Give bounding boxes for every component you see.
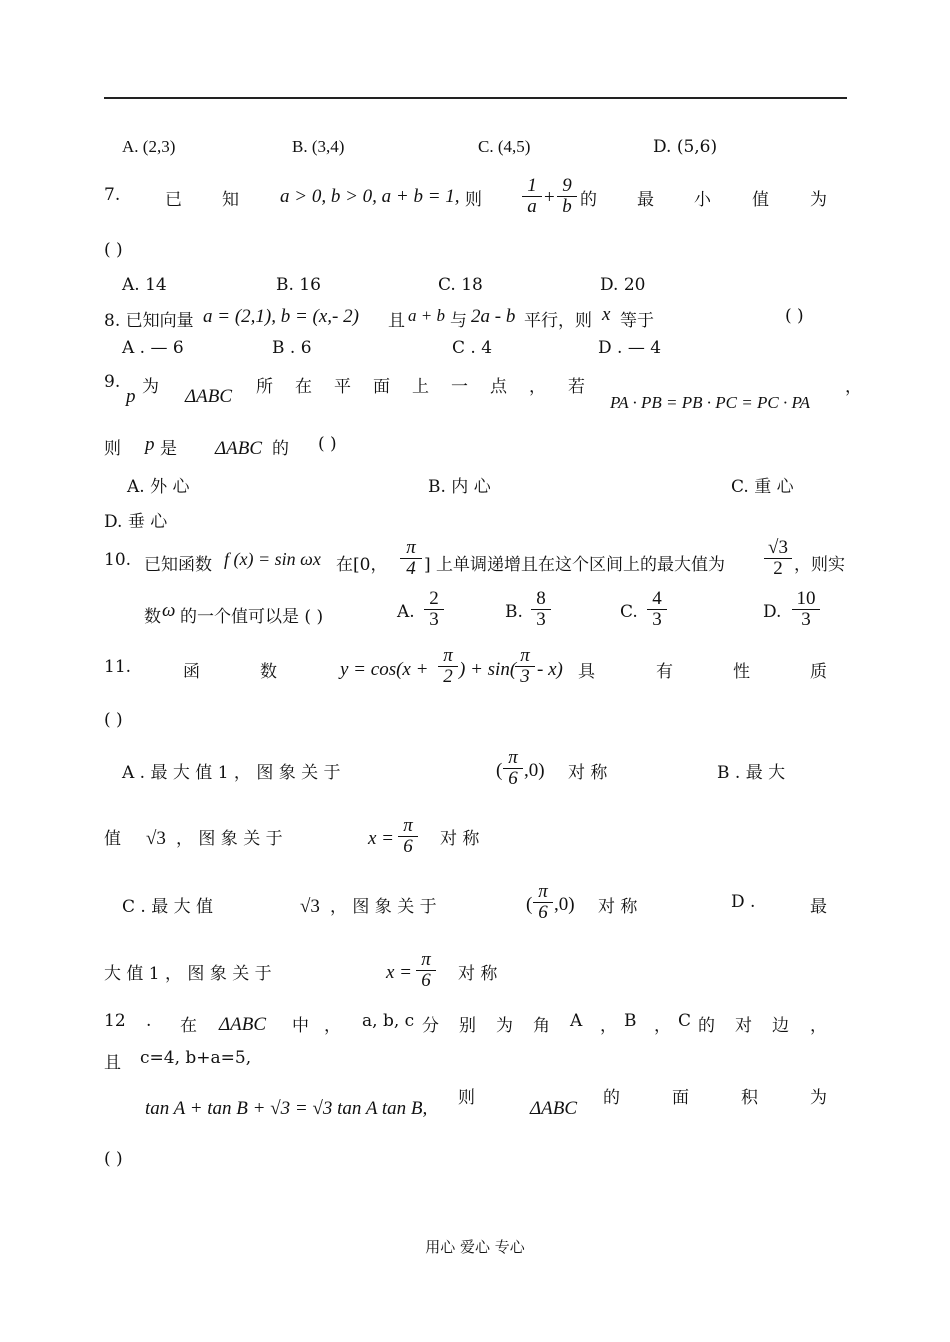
q12-condition: c=4, b+a=5, bbox=[140, 1048, 252, 1068]
q10-pi-over-4: $\frac{\pi}{4}$ bbox=[400, 538, 422, 579]
q9-de: 的 bbox=[272, 439, 289, 459]
q7-option-c: C. 18 bbox=[438, 275, 483, 295]
q7-option-b: B. 16 bbox=[276, 275, 321, 295]
q10-line2: 数 bbox=[144, 607, 161, 627]
q10-option-d-label: D. bbox=[763, 602, 782, 622]
q10-number: 10. bbox=[104, 550, 132, 570]
q8-with: 与 bbox=[450, 311, 467, 331]
q11-option-b-cont: 值 bbox=[104, 829, 121, 849]
q11-option-a-point: ,0) bbox=[524, 760, 545, 781]
q7-tail: 小 bbox=[694, 190, 711, 210]
q9-word: 一 bbox=[451, 377, 468, 397]
q10-function: f (x) = sin ωx bbox=[224, 549, 321, 569]
q12-word: B bbox=[624, 1011, 637, 1031]
q11-answer-paren: ( ) bbox=[104, 710, 123, 730]
q9-word: 点 bbox=[490, 377, 507, 397]
q8-option-a: A . — 6 bbox=[122, 338, 184, 358]
q12-triangle: ΔABC bbox=[219, 1014, 267, 1035]
q12-word: 角 bbox=[533, 1016, 550, 1036]
q7-tail: 最 bbox=[637, 190, 654, 210]
q10-interval-start: 在[0， bbox=[336, 555, 388, 575]
q9-word: 上 bbox=[412, 377, 429, 397]
q11-option-a-end: 对 称 bbox=[568, 763, 608, 783]
q7-option-d: D. 20 bbox=[600, 275, 646, 295]
q10-line2b: 的一个值可以是 ( ) bbox=[180, 607, 324, 627]
q11-option-c-end: 对 称 bbox=[598, 897, 638, 917]
q11-tail: 有 bbox=[656, 662, 673, 682]
q8-option-d: D . — 4 bbox=[598, 338, 662, 358]
q12-tail: 面 bbox=[672, 1088, 689, 1108]
q12-word: 的 bbox=[698, 1016, 715, 1036]
q10-post: ，则实 bbox=[794, 555, 845, 575]
q6-option-c: C. (4,5) bbox=[478, 137, 531, 156]
q11-option-c-pi6: $\frac{\pi}{6}$ bbox=[533, 882, 553, 923]
q8-option-b: B . 6 bbox=[272, 338, 312, 358]
q7-fraction-2: $\frac{9}{b}$ bbox=[557, 176, 577, 217]
q7-tail: 为 bbox=[810, 190, 827, 210]
q11-pi-over-2: $\frac{\pi}{2}$ bbox=[438, 646, 458, 687]
q7-plus: + bbox=[544, 187, 555, 208]
q12-answer-paren: ( ) bbox=[104, 1149, 123, 1169]
q12-dot: . bbox=[146, 1011, 152, 1031]
q8-end: 等于 bbox=[620, 311, 654, 331]
q11-expr-part3: - x) bbox=[537, 659, 563, 680]
q6-option-a: A. (2,3) bbox=[122, 137, 176, 156]
q10-option-b: $\frac{8}{3}$ bbox=[531, 589, 551, 630]
q9-word: 所 bbox=[256, 377, 273, 397]
q9-word: ， bbox=[529, 377, 546, 397]
q9-triangle: ΔABC bbox=[215, 438, 263, 459]
q8-variable: x bbox=[602, 304, 611, 325]
q11-option-b-pi6: $\frac{\pi}{6}$ bbox=[398, 816, 418, 857]
q7-fraction-1: $\frac{1}{a}$ bbox=[522, 176, 542, 217]
q10-mid: ] 上单调递增且在这个区间上的最大值为 bbox=[424, 555, 726, 575]
q9-is: 是 bbox=[160, 439, 177, 459]
q10-option-c: $\frac{4}{3}$ bbox=[647, 589, 667, 630]
q11-option-b-end: 对 称 bbox=[440, 829, 480, 849]
q11-option-b-sqrt3: √3 bbox=[146, 828, 166, 849]
q9-wei: 为 bbox=[142, 377, 159, 397]
q10-pre: 已知函数 bbox=[144, 555, 212, 575]
q12-word: ， bbox=[324, 1016, 341, 1036]
q9-point-p: p bbox=[126, 386, 136, 407]
q10-option-c-label: C. bbox=[620, 602, 638, 622]
q9-then: 则 bbox=[104, 439, 121, 459]
q7-condition: a > 0, b > 0, a + b = 1, bbox=[280, 186, 460, 207]
q12-word: C bbox=[678, 1011, 692, 1031]
q12-number: 12 bbox=[104, 1011, 126, 1031]
q12-tail: 的 bbox=[603, 1088, 620, 1108]
q9-word: 面 bbox=[373, 377, 390, 397]
q10-option-d: $\frac{10}{3}$ bbox=[792, 589, 820, 630]
q9-equation: PA · PB = PB · PC = PC · PA bbox=[610, 393, 811, 412]
q9-word: 平 bbox=[334, 377, 351, 397]
q11-option-b-x: x = bbox=[368, 828, 395, 849]
q9-option-d: D. 垂 心 bbox=[104, 512, 168, 532]
q12-word: 在 bbox=[180, 1016, 197, 1036]
q8-rest: 平行，则 bbox=[524, 311, 592, 331]
q7-number: 7. bbox=[104, 185, 121, 205]
q7-word: 知 bbox=[222, 190, 239, 210]
q11-option-d-cont: 大 值 1 ， 图 象 关 于 bbox=[104, 964, 272, 984]
q12-word: ， bbox=[654, 1016, 671, 1036]
q8-answer-paren: ( ) bbox=[785, 306, 804, 326]
q11-word: 函 bbox=[183, 662, 200, 682]
q9-comma: ， bbox=[845, 377, 862, 397]
q9-option-b: B. 内 心 bbox=[428, 477, 491, 497]
q12-word: A bbox=[570, 1011, 583, 1031]
q11-option-d-end: 对 称 bbox=[458, 964, 498, 984]
q9-point-p: p bbox=[145, 434, 155, 455]
q8-text: 8. 已知向量 bbox=[104, 311, 194, 331]
q12-word: 为 bbox=[496, 1016, 513, 1036]
q9-triangle: ΔABC bbox=[185, 386, 233, 407]
q11-word: 数 bbox=[260, 662, 277, 682]
q12-word: ， bbox=[810, 1016, 827, 1036]
q10-option-a-label: A. bbox=[397, 602, 415, 622]
q7-tail: 值 bbox=[752, 190, 769, 210]
q9-word: 在 bbox=[295, 377, 312, 397]
q8-and: 且 bbox=[388, 311, 405, 331]
q11-option-a: A . 最 大 值 1 ， 图 象 关 于 bbox=[122, 763, 341, 783]
q7-tail: 的 bbox=[580, 190, 597, 210]
q12-word: ， bbox=[600, 1016, 617, 1036]
q11-option-c: C . 最 大 值 bbox=[122, 897, 214, 917]
page-footer: 用心 爱心 专心 bbox=[425, 1238, 525, 1256]
q11-option-c-sqrt3: √3 bbox=[300, 896, 320, 917]
q12-tail: 为 bbox=[810, 1088, 827, 1108]
q10-max-value: $\frac{√3}{2}$ bbox=[764, 538, 792, 579]
q7-option-a: A. 14 bbox=[122, 275, 167, 295]
q7-word: 已 bbox=[165, 190, 182, 210]
q8-vector-diff: 2a - b bbox=[471, 306, 516, 327]
q12-word: 别 bbox=[459, 1016, 476, 1036]
q10-option-a: $\frac{2}{3}$ bbox=[424, 589, 444, 630]
q10-option-b-label: B. bbox=[505, 602, 523, 622]
q11-option-b: B . 最 大 bbox=[717, 763, 786, 783]
q11-option-a-pi6: $\frac{\pi}{6}$ bbox=[503, 748, 523, 789]
q12-equation: tan A + tan B + √3 = √3 tan A tan B, bbox=[145, 1098, 428, 1119]
q9-option-c: C. 重 心 bbox=[731, 477, 794, 497]
header-rule bbox=[104, 97, 847, 99]
q8-option-c: C . 4 bbox=[452, 338, 493, 358]
q9-number: 9. bbox=[104, 372, 121, 392]
q11-tail: 具 bbox=[578, 662, 595, 682]
q11-tail: 质 bbox=[810, 662, 827, 682]
q6-option-d: D. (5,6) bbox=[653, 137, 718, 157]
q12-word: 分 bbox=[422, 1016, 439, 1036]
q12-word: 对 bbox=[735, 1016, 752, 1036]
q12-and: 且 bbox=[104, 1053, 121, 1073]
q7-then: 则 bbox=[465, 190, 482, 210]
q11-pi-over-3: $\frac{\pi}{3}$ bbox=[515, 646, 535, 687]
q11-option-d-pi6: $\frac{\pi}{6}$ bbox=[416, 950, 436, 991]
q9-option-a: A. 外 心 bbox=[127, 477, 190, 497]
q11-open-paren: ( bbox=[496, 760, 503, 781]
q9-answer-paren: ( ) bbox=[318, 434, 337, 454]
q11-option-d-x: x = bbox=[386, 962, 413, 983]
q12-tail: 积 bbox=[741, 1088, 758, 1108]
q11-expr-part2: ) + sin( bbox=[459, 659, 517, 680]
q9-word: 若 bbox=[568, 377, 585, 397]
q12-then: 则 bbox=[458, 1088, 475, 1108]
q11-option-c-point: ,0) bbox=[554, 894, 575, 915]
q12-triangle: ΔABC bbox=[530, 1098, 578, 1119]
q8-vectors: a = (2,1), b = (x,- 2) bbox=[203, 306, 359, 327]
q11-open-paren: ( bbox=[526, 894, 533, 915]
q6-option-b: B. (3,4) bbox=[292, 137, 345, 156]
q11-number: 11. bbox=[104, 657, 132, 677]
q11-option-b-text: ， 图 象 关 于 bbox=[176, 829, 283, 849]
q12-sides: a, b, c bbox=[362, 1011, 415, 1031]
q12-word: 中 bbox=[292, 1016, 309, 1036]
q7-answer-paren: ( ) bbox=[104, 240, 123, 260]
q8-vector-sum: a + b bbox=[408, 306, 445, 325]
q12-word: 边 bbox=[772, 1016, 789, 1036]
q11-expr-part1: y = cos(x + bbox=[340, 659, 429, 680]
q11-option-d-word: 最 bbox=[810, 897, 827, 917]
q11-option-c-text: ， 图 象 关 于 bbox=[330, 897, 437, 917]
q11-option-d: D . bbox=[731, 892, 756, 912]
q11-tail: 性 bbox=[733, 662, 750, 682]
q10-omega: ω bbox=[162, 600, 176, 621]
